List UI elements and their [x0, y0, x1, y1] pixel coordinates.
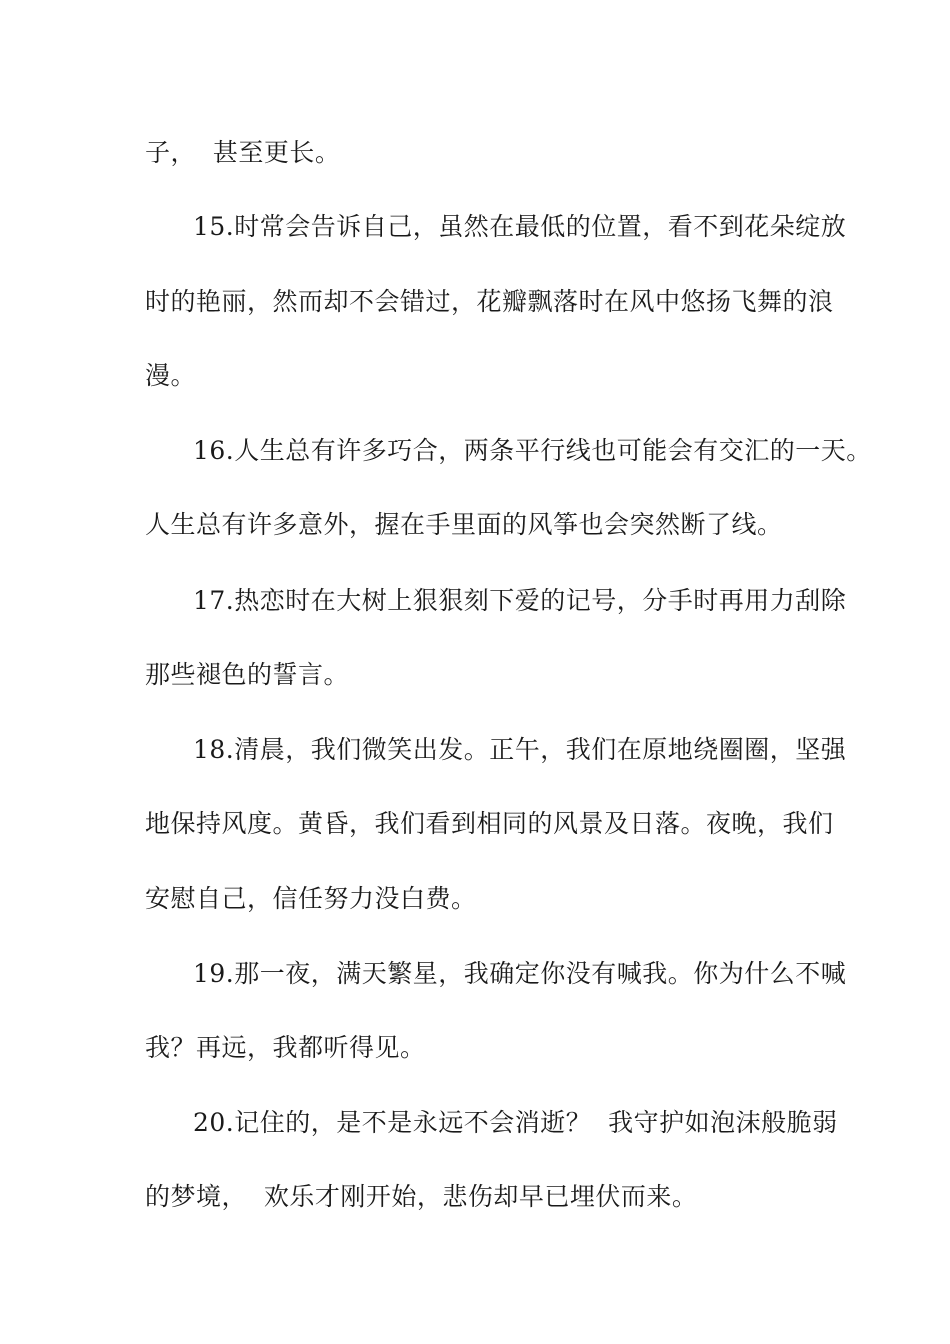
- item-16-line-2: 人生总有许多意外，握在手里面的风筝也会突然断了线。: [145, 510, 783, 539]
- item-17-line-1: 17.热恋时在大树上狠狠刻下爱的记号，分手时再用力刮除: [193, 586, 847, 615]
- item-18-line-1: 18.清晨，我们微笑出发。正午，我们在原地绕圈圈，坚强: [193, 735, 847, 764]
- text-line-1: 子， 甚至更长。: [145, 138, 341, 167]
- item-15-line-3: 漫。: [145, 361, 197, 390]
- item-16-line-1: 16.人生总有许多巧合，两条平行线也可能会有交汇的一天。: [193, 436, 872, 465]
- item-15-line-2: 时的艳丽，然而却不会错过，花瓣飘落时在风中悠扬飞舞的浪: [145, 287, 834, 316]
- item-17-line-2: 那些褪色的誓言。: [145, 660, 350, 689]
- item-20-line-2: 的梦境， 欢乐才刚开始，悲伤却早已埋伏而来。: [145, 1182, 698, 1211]
- item-18-line-2: 地保持风度。黄昏，我们看到相同的风景及日落。夜晚，我们: [145, 809, 834, 838]
- item-19-line-1: 19.那一夜，满天繁星，我确定你没有喊我。你为什么不喊: [193, 959, 847, 988]
- item-18-line-3: 安慰自己，信任努力没白费。: [145, 884, 477, 913]
- item-15-line-1: 15.时常会告诉自己，虽然在最低的位置，看不到花朵绽放: [193, 212, 847, 241]
- item-20-line-1: 20.记住的，是不是永远不会消逝？ 我守护如泡沫般脆弱: [193, 1108, 838, 1137]
- item-19-line-2: 我？再远，我都听得见。: [145, 1033, 426, 1062]
